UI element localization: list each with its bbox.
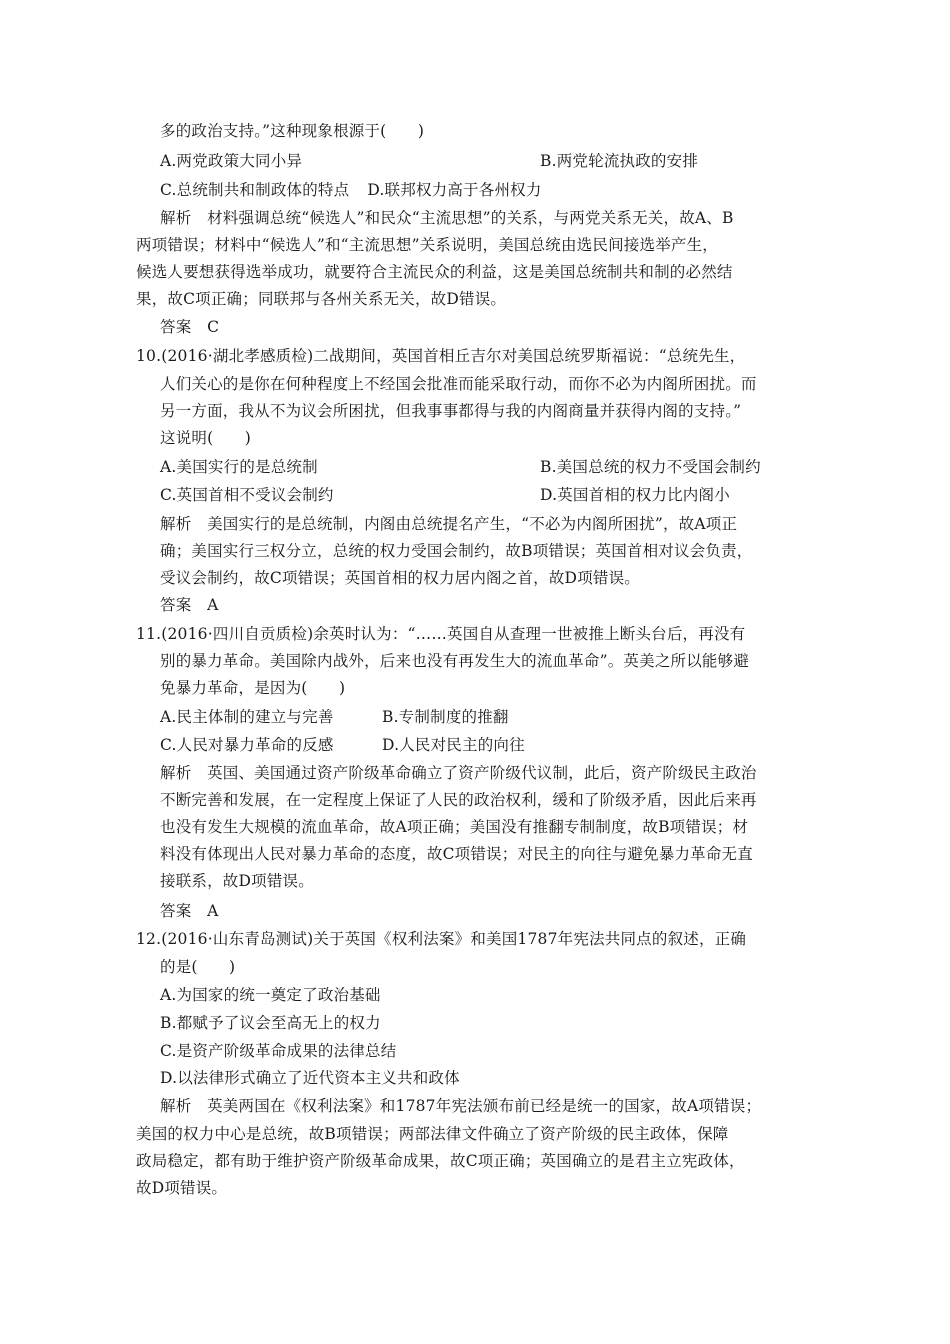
question-11-option-b: B.专制制度的推翻 — [382, 708, 509, 726]
question-12-option-d: D.以法律形式确立了近代资本主义共和政体 — [160, 1069, 460, 1087]
question-11-stem-line: 别的暴力革命。美国除内战外，后来也没有再发生大的流血革命”。英美之所以能够避 — [160, 652, 750, 670]
question-12-option-a: A.为国家的统一奠定了政治基础 — [160, 986, 381, 1004]
question-11-analysis-line: 接联系，故D项错误。 — [160, 872, 314, 890]
question-9-option-b: B.两党轮流执政的安排 — [540, 152, 699, 170]
question-11-analysis-line: 不断完善和发展，在一定程度上保证了人民的政治权利，缓和了阶级矛盾，因此后来再 — [160, 791, 757, 809]
question-10-answer: 答案 A — [160, 596, 219, 614]
question-12-analysis-line: 美国的权力中心是总统，故B项错误；两部法律文件确立了资产阶级的民主政体，保障 — [136, 1125, 729, 1143]
question-12-analysis-line: 故D项错误。 — [136, 1179, 228, 1197]
question-12-option-b: B.都赋予了议会至高无上的权力 — [160, 1014, 381, 1032]
question-9-analysis-line: 两项错误；材料中“候选人”和“主流思想”关系说明，美国总统由选民间接选举产生， — [136, 236, 718, 254]
question-10-stem-line: 另一方面，我从不为议会所困扰，但我事事都得与我的内阁商量并获得内阁的支持。” — [160, 402, 742, 420]
question-10-option-c: C.英国首相不受议会制约 — [160, 486, 334, 504]
question-11-analysis-line: 料没有体现出人民对暴力革命的态度，故C项错误；对民主的向往与避免暴力革命无直 — [160, 845, 753, 863]
question-11-stem-line: 免暴力革命，是因为( ) — [160, 679, 346, 697]
question-9-option-c: C.总统制共和制政体的特点 — [160, 181, 350, 199]
question-10-analysis-line: 确；美国实行三权分立，总统的权力受国会制约，故B项错误；英国首相对议会负责， — [160, 542, 753, 560]
question-10-analysis-line: 受议会制约，故C项错误；英国首相的权力居内阁之首，故D项错误。 — [160, 569, 640, 587]
question-12-analysis-line: 解析 英美两国在《权利法案》和1787年宪法颁布前已经是统一的国家，故A项错误； — [160, 1097, 762, 1115]
question-11-analysis-line: 也没有发生大规模的流血革命，故A项正确；美国没有推翻专制制度，故B项错误；材 — [160, 818, 749, 836]
question-10-stem-line: 人们关心的是你在何种程度上不经国会批准而能采取行动，而你不必为内阁所困扰。而 — [160, 375, 757, 393]
question-12-stem-line: 12.(2016·山东青岛测试)关于英国《权利法案》和美国1787年宪法共同点的叙述，正确 — [136, 930, 747, 948]
question-9-option-d: D.联邦权力高于各州权力 — [367, 181, 542, 199]
question-9-analysis-line: 果，故C项正确；同联邦与各州关系无关，故D错误。 — [136, 290, 507, 308]
question-12-analysis-line: 政局稳定，都有助于维护资产阶级革命成果，故C项正确；英国确立的是君主立宪政体， — [136, 1152, 745, 1170]
question-10-option-b: B.美国总统的权力不受国会制约 — [540, 458, 761, 476]
question-12-stem-line: 的是( ) — [160, 958, 236, 976]
question-9-stem-tail: 多的政治支持。”这种现象根源于( ) — [160, 122, 425, 140]
question-10-stem-line: 10.(2016·湖北孝感质检)二战期间，英国首相丘吉尔对美国总统罗斯福说：“总统先生， — [136, 347, 746, 365]
question-10-option-a: A.美国实行的是总统制 — [160, 458, 318, 476]
question-11-option-c: C.人民对暴力革命的反感 — [160, 736, 334, 754]
question-10-stem-line: 这说明( ) — [160, 429, 251, 447]
question-11-analysis-line: 解析 英国、美国通过资产阶级革命确立了资产阶级代议制，此后，资产阶级民主政治 — [160, 764, 757, 782]
question-12-option-c: C.是资产阶级革命成果的法律总结 — [160, 1042, 397, 1060]
question-9-option-a: A.两党政策大同小异 — [160, 152, 303, 170]
question-11-stem-line: 11.(2016·四川自贡质检)余英时认为：“……英国自从查理一世被推上断头台后，再没有 — [136, 625, 746, 643]
question-11-answer: 答案 A — [160, 902, 219, 920]
question-10-option-d: D.英国首相的权力比内阁小 — [540, 486, 730, 504]
question-11-option-d: D.人民对民主的向往 — [382, 736, 525, 754]
question-11-option-a: A.民主体制的建立与完善 — [160, 708, 334, 726]
question-9-analysis-line: 候选人要想获得选举成功，就要符合主流民众的利益，这是美国总统制共和制的必然结 — [136, 263, 733, 281]
question-9-answer: 答案 C — [160, 318, 220, 336]
question-9-analysis-line: 解析 材料强调总统“候选人”和民众“主流思想”的关系，与两党关系无关，故A、B — [160, 209, 734, 227]
question-10-analysis-line: 解析 美国实行的是总统制，内阁由总统提名产生，“不必为内阁所困扰”，故A项正 — [160, 515, 738, 533]
question-9-option-row-2 — [160, 180, 542, 200]
